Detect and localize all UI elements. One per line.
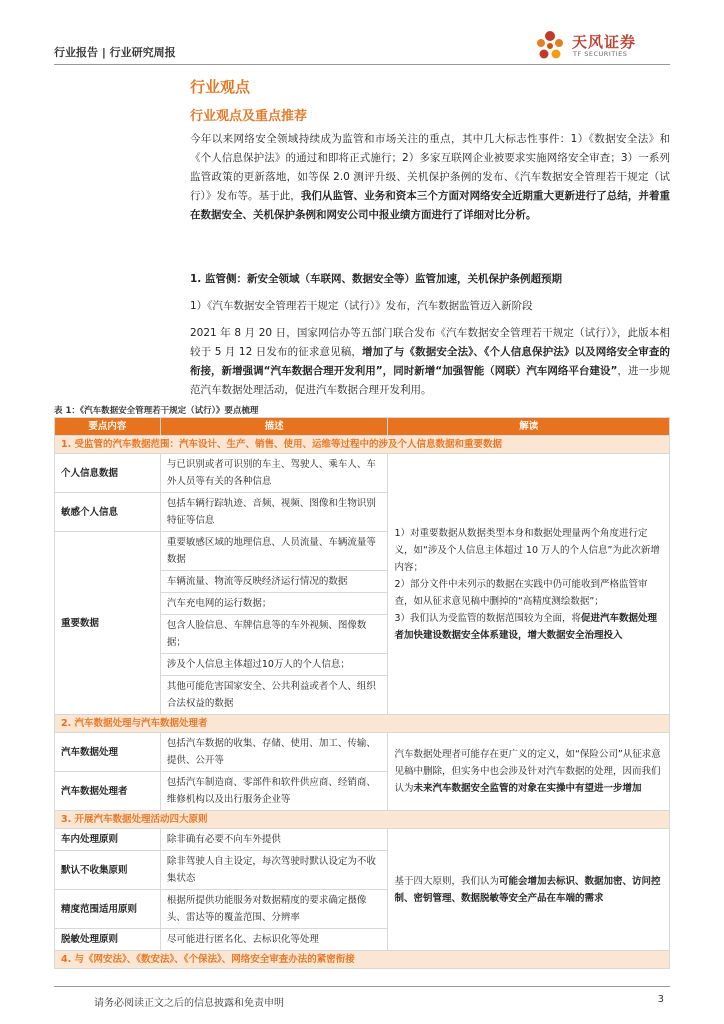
section-1-note (388, 454, 670, 715)
table-section-row (55, 436, 670, 454)
row-key: 个人信息数据 (55, 454, 161, 493)
section-4-title: 4. 与《网安法》、《数安法》、《个保法》、网络安全审查办法的紧密衔接 (55, 951, 670, 969)
tf-logo-icon (532, 28, 568, 64)
row-desc: 包括汽车制造商、零部件和软件供应商、经销商、维修机构以及出行服务企业等 (160, 772, 388, 811)
section-1-title: 1. 受监管的汽车数据范围：汽车设计、生产、销售、使用、运维等过程中的涉及个人信息数据和重要数据 (55, 436, 670, 454)
note-item: 2）部分文件中未列示的数据在实践中仍可能收到严格监管审查，如从征求意见稿中删掉的“高精度测绘数据”； (394, 578, 648, 607)
note-text: 基于四大原则，我们认为 (394, 875, 499, 887)
table-row (55, 829, 670, 851)
header-divider (54, 64, 670, 65)
row-desc: 包括汽车数据的收集、存储、使用、加工、传输、提供、公开等 (160, 733, 388, 772)
section-3-note (388, 829, 670, 951)
footer-divider (54, 986, 670, 987)
policy-text-2: ，进一步规范汽车数据处理活动，促进汽车数据合理开发利用。 (190, 365, 671, 396)
row-desc: 根据所提供功能服务对数据精度的要求确定摄像头、雷达等的覆盖范围、分辨率 (160, 890, 388, 929)
report-type: 行业报告 | 行业研究周报 (54, 46, 176, 59)
note-text: 汽车数据处理者可能存在更广义的定义，如“保险公司”从征求意见稿中删除，但实务中也会涉及针对汽车数据的处理，因而我们认为 (394, 749, 661, 794)
policy-bold-text: 增加了与《数据安全法》、《个人信息保护法》以及网络安全审查的衔接，新增强调“汽车数据合理开发利用”，同时新增“加强智能（网联）汽车网络平台建设” (190, 346, 670, 377)
note-bold-text: 促进汽车数据处理者加快建设数据安全体系建设，增大数据安全治理投入 (394, 612, 658, 641)
note-bold-text: 可能会增加去标识、数据加密、访问控制、密钥管理、数据脱敏等安全产品在车端的需求 (394, 875, 661, 904)
intro-text: 今年以来网络安全领域持续成为监管和市场关注的重点，其中几大标志性事件：1）《数据安全法》和《个人信息保护法》的通过和即将正式施行；2）多家互联网企业被要求实施网络安全审查；3）一系列监管政策的更新落地，如等保 2.0 测评升级、关机保护条例的发布、《汽车数据安全管理若干规定（试行）》发布等。基于此， (190, 133, 670, 202)
col-header-note: 解读 (388, 418, 670, 436)
row-key: 精度范围适用原则 (55, 890, 161, 929)
row-desc: 尽可能进行匿名化、去标识化等处理 (160, 929, 388, 951)
page-header (54, 34, 670, 74)
table-section-row (55, 811, 670, 829)
intro-bold-text: 我们从监管、业务和资本三个方面对网络安全近期重大更新进行了总结，并着重在数据安全、关机保护条例和网安公司中报业绩方面进行了详细对比分析。 (190, 190, 671, 221)
col-header-desc: 描述 (160, 418, 388, 436)
row-key: 默认不收集原则 (55, 851, 161, 890)
section-heading: 行业观点 (190, 78, 251, 96)
disclaimer-text: 请务必阅读正文之后的信息披露和免责申明 (94, 998, 284, 1009)
table-header-row (55, 418, 670, 436)
row-desc: 包含人脸信息、车牌信息等的车外视频、图像数据； (160, 615, 388, 654)
subsection-heading: 行业观点及重点推荐 (190, 109, 308, 124)
row-desc: 除非确有必要不向车外提供 (160, 829, 388, 851)
note-item: 1）对重要数据从数据类型本身和数据处理量两个角度进行定义，如“涉及个人信息主体超过 10 万人的个人信息”为此次新增内容； (394, 527, 660, 573)
logo-text-cn: 天风证券 (572, 33, 637, 51)
policy-paragraph (190, 324, 670, 400)
row-desc: 其他可能危害国家安全、公共利益或者个人、组织合法权益的数据 (160, 676, 388, 715)
row-desc: 重要敏感区域的地理信息、人员流量、车辆流量等数据 (160, 532, 388, 571)
section-2-title: 2. 汽车数据处理与汽车数据处理者 (55, 715, 670, 733)
row-key: 车内处理原则 (55, 829, 161, 851)
table-caption: 表 1：《汽车数据安全管理若干规定（试行）》要点梳理 (54, 406, 259, 416)
section-2-note (388, 733, 670, 811)
table-section-row (55, 715, 670, 733)
row-key: 脱敏处理原则 (55, 929, 161, 951)
note-bold-text: 未来汽车数据安全监管的对象在实操中有望进一步增加 (413, 783, 642, 794)
table-section-row (55, 951, 670, 969)
row-key: 敏感个人信息 (55, 493, 161, 532)
row-desc: 包括车辆行踪轨迹、音频、视频、图像和生物识别特征等信息 (160, 493, 388, 532)
row-desc: 与已识别或者可识别的车主、驾驶人、乘车人、车外人员等有关的各种信息 (160, 454, 388, 493)
row-key: 汽车数据处理 (55, 733, 161, 772)
table-row (55, 733, 670, 772)
intro-paragraph (190, 130, 670, 225)
row-desc: 涉及个人信息主体超过10万人的个人信息； (160, 654, 388, 676)
row-key: 汽车数据处理者 (55, 772, 161, 811)
row-desc: 车辆流量、物流等反映经济运行情况的数据 (160, 571, 388, 593)
row-desc: 汽车充电网的运行数据； (160, 593, 388, 615)
regulation-table (54, 417, 670, 969)
table-row (55, 454, 670, 493)
section1-title: 1. 监管侧：新安全领域（车联网、数据安全等）监管加速，关机保护条例超预期 (190, 273, 562, 285)
subsection1-title: 1）《汽车数据安全管理若干规定（试行）》发布，汽车数据监管迈入新阶段 (190, 300, 533, 312)
company-logo (532, 28, 670, 64)
row-desc: 除非驾驶人自主设定，每次驾驶时默认设定为不收集状态 (160, 851, 388, 890)
note-text: 3）我们认为受监管的数据范围较为全面，将 (394, 612, 581, 624)
row-key: 重要数据 (55, 532, 161, 715)
note-item (394, 610, 663, 644)
page-number: 3 (657, 994, 664, 1005)
col-header-key: 要点内容 (55, 418, 161, 436)
policy-text-1: 2021 年 8 月 20 日，国家网信办等五部门联合发布《汽车数据安全管理若干规定（试行）》，此版本相较于 5 月 12 日发布的征求意见稿， (190, 327, 670, 358)
logo-text-en: TF SECURITIES (573, 50, 628, 58)
section-3-title: 3. 开展汽车数据处理活动四大原则 (55, 811, 670, 829)
